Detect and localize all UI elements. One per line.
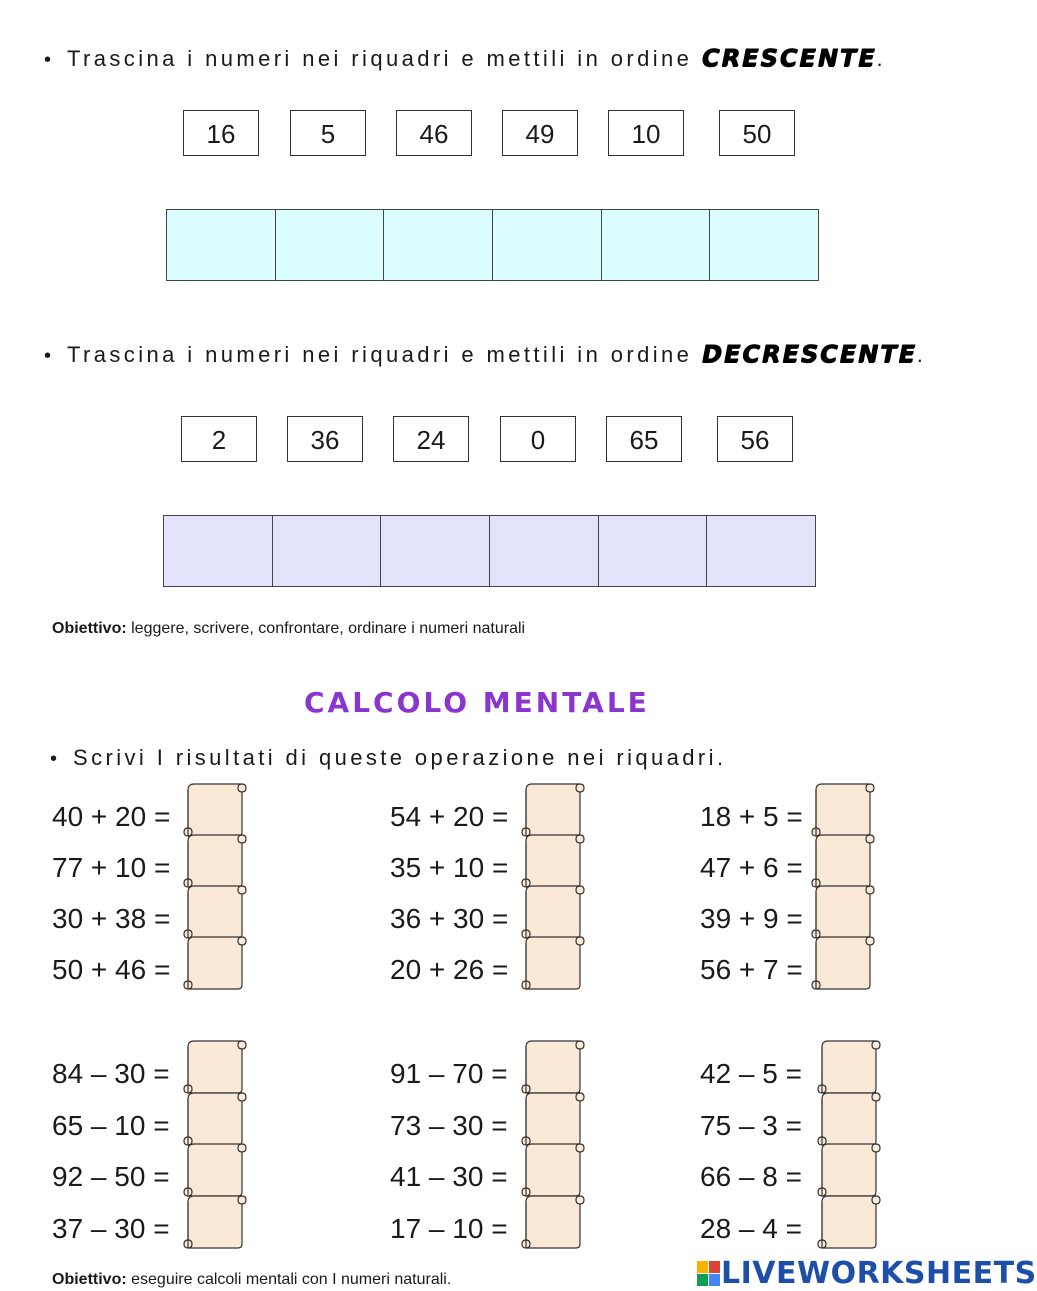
- objective-text: eseguire calcoli mentali con I numeri naturali.: [131, 1271, 452, 1288]
- answer-box[interactable]: [182, 782, 248, 834]
- answer-box[interactable]: [810, 782, 876, 834]
- subtractions-expression: 75 – 3 =: [700, 1110, 802, 1141]
- draggable-number[interactable]: 16: [183, 110, 259, 156]
- answer-box[interactable]: [520, 1091, 586, 1143]
- additions-expression: 77 + 10 =: [52, 852, 171, 883]
- bullet: •: [44, 345, 52, 367]
- keyword-crescente: CRESCENTE: [701, 44, 877, 72]
- drop-slot[interactable]: [167, 210, 276, 280]
- draggable-number[interactable]: 65: [606, 416, 682, 462]
- draggable-number[interactable]: 56: [717, 416, 793, 462]
- draggable-number[interactable]: 49: [502, 110, 578, 156]
- drop-slot[interactable]: [602, 210, 711, 280]
- logo-icon: [697, 1261, 721, 1287]
- answer-box[interactable]: [182, 833, 248, 885]
- answer-box[interactable]: [520, 833, 586, 885]
- instruction-decrescente: [44, 340, 926, 368]
- answer-box[interactable]: [816, 1194, 882, 1246]
- period: .: [916, 342, 927, 367]
- answer-box[interactable]: [520, 782, 586, 834]
- additions-expression: 30 + 38 =: [52, 903, 171, 934]
- subtractions-expression: 91 – 70 =: [390, 1058, 508, 1089]
- additions-expression: 40 + 20 =: [52, 801, 171, 832]
- subtractions-expression: 41 – 30 =: [390, 1161, 508, 1192]
- logo-text: LIVEWORKSHEETS: [721, 1256, 1037, 1291]
- additions-expression: 39 + 9 =: [700, 903, 803, 934]
- bullet: •: [44, 49, 52, 71]
- additions-expression: 47 + 6 =: [700, 852, 803, 883]
- subtractions-expression: 17 – 10 =: [390, 1213, 508, 1244]
- additions-expression: 20 + 26 =: [390, 954, 509, 985]
- answer-box[interactable]: [816, 1039, 882, 1091]
- answer-box[interactable]: [182, 1142, 248, 1194]
- instruction-crescente: [44, 44, 886, 72]
- draggable-number[interactable]: 50: [719, 110, 795, 156]
- additions-expression: 35 + 10 =: [390, 852, 509, 883]
- additions-expression: 56 + 7 =: [700, 954, 803, 985]
- answer-box[interactable]: [810, 884, 876, 936]
- additions-expression: 36 + 30 =: [390, 903, 509, 934]
- objective-label: Obiettivo:: [52, 1271, 127, 1288]
- subtractions-expression: 84 – 30 =: [52, 1058, 170, 1089]
- drop-slot[interactable]: [276, 210, 385, 280]
- additions-expression: 54 + 20 =: [390, 801, 509, 832]
- answer-box[interactable]: [810, 833, 876, 885]
- drop-row-crescente: [166, 209, 819, 281]
- additions-expression: 50 + 46 =: [52, 954, 171, 985]
- subtractions-expression: 73 – 30 =: [390, 1110, 508, 1141]
- drop-slot[interactable]: [384, 210, 493, 280]
- drop-slot[interactable]: [381, 516, 490, 586]
- drop-slot[interactable]: [707, 516, 815, 586]
- liveworksheets-logo: [697, 1256, 1037, 1291]
- objective-text: leggere, scrivere, confrontare, ordinare i numeri naturali: [131, 620, 526, 637]
- subtractions-expression: 66 – 8 =: [700, 1161, 802, 1192]
- answer-box[interactable]: [816, 1091, 882, 1143]
- draggable-number[interactable]: 24: [393, 416, 469, 462]
- objective-1: [52, 620, 525, 638]
- answer-box[interactable]: [520, 884, 586, 936]
- answer-box[interactable]: [810, 935, 876, 987]
- drop-slot[interactable]: [493, 210, 602, 280]
- draggable-number[interactable]: 36: [287, 416, 363, 462]
- answer-box[interactable]: [182, 1194, 248, 1246]
- section-title: CALCOLO MENTALE: [304, 686, 650, 719]
- answer-box[interactable]: [520, 1142, 586, 1194]
- objective-2: [52, 1271, 451, 1289]
- drop-slot[interactable]: [490, 516, 599, 586]
- answer-box[interactable]: [520, 1039, 586, 1091]
- draggable-number[interactable]: 5: [290, 110, 366, 156]
- period: .: [876, 46, 886, 71]
- drop-slot[interactable]: [599, 516, 708, 586]
- answer-box[interactable]: [816, 1142, 882, 1194]
- answer-box[interactable]: [182, 1091, 248, 1143]
- drop-slot[interactable]: [164, 516, 273, 586]
- answer-box[interactable]: [182, 884, 248, 936]
- bullet: •: [50, 748, 58, 770]
- instruction-calcolo: [50, 745, 726, 771]
- answer-box[interactable]: [520, 1194, 586, 1246]
- subtractions-expression: 28 – 4 =: [700, 1213, 802, 1244]
- drop-row-decrescente: [163, 515, 816, 587]
- additions-expression: 18 + 5 =: [700, 801, 803, 832]
- subtractions-expression: 92 – 50 =: [52, 1161, 170, 1192]
- answer-box[interactable]: [182, 935, 248, 987]
- drop-slot[interactable]: [273, 516, 382, 586]
- objective-label: Obiettivo:: [52, 620, 127, 637]
- draggable-number[interactable]: 0: [500, 416, 576, 462]
- subtractions-expression: 65 – 10 =: [52, 1110, 170, 1141]
- draggable-number[interactable]: 46: [396, 110, 472, 156]
- instruction-text: Trascina i numeri nei riquadri e mettili in ordine: [67, 342, 693, 367]
- drop-slot[interactable]: [710, 210, 818, 280]
- instruction-text: Scrivi I risultati di queste operazione nei riquadri.: [73, 745, 727, 770]
- instruction-text: Trascina i numeri nei riquadri e mettili in ordine: [67, 46, 693, 71]
- answer-box[interactable]: [182, 1039, 248, 1091]
- subtractions-expression: 37 – 30 =: [52, 1213, 170, 1244]
- keyword-decrescente: DECRESCENTE: [701, 340, 917, 368]
- draggable-number[interactable]: 10: [608, 110, 684, 156]
- subtractions-expression: 42 – 5 =: [700, 1058, 802, 1089]
- draggable-number[interactable]: 2: [181, 416, 257, 462]
- answer-box[interactable]: [520, 935, 586, 987]
